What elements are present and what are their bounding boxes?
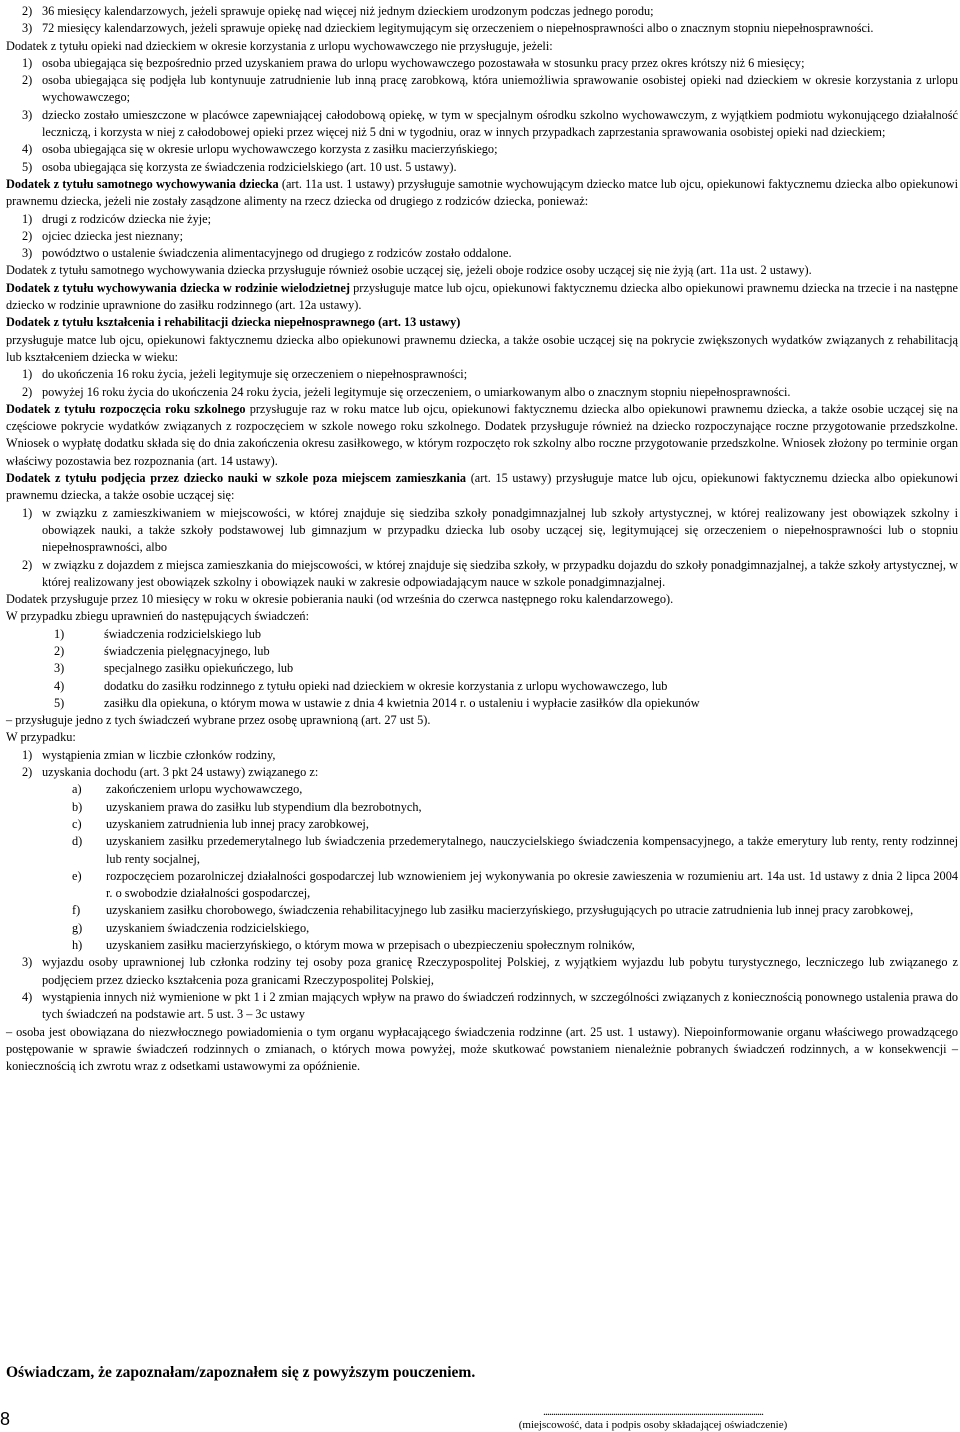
samotne-note: Dodatek z tytułu samotnego wychowywania dziecka przysługuje również osobie uczącej się, jeżeli oboje rodzice osoby uczącej się nie żyją (art. 11a ust. 2 ustawy). [6,263,812,278]
page-number: 8 [0,1409,11,1429]
list-item: 3) 72 miesięcy kalendarzowych, jeżeli sprawuje opiekę nad dzieckiem legitymującym się orzeczeniem o niepełnosprawności albo o znacznym stopniu niepełnosprawności. [22,21,874,36]
rok-paragraph [6,401,958,470]
list-item: 5) zasiłku dla opiekuna, o którym mowa w ustawie z dnia 4 kwietnia 2014 r. o ustaleniu i wypłacie zasiłków dla opiekunów [54,695,700,710]
document-body [6,3,958,1075]
statement-heading: Oświadczam, że zapoznałam/zapoznałem się z powyższym pouczeniem. [6,1364,476,1381]
list-item: 4) dodatku do zasiłku rodzinnego z tytułu opieki nad dzieckiem w okresie korzystania z urlopu wychowawczego, lub [54,678,668,693]
list-item: 2) osoba ubiegająca się podjęła lub kontynuuje zatrudnienie lub inną pracę zarobkową, która uniemożliwia sprawowanie osobistej opieki nad dzieckiem w okresie korzystania z urlopu wychowawczego; [22,73,958,105]
list-item: 5) osoba ubiegająca się korzysta ze świadczenia rodzicielskiego (art. 10 ust. 5 ustawy). [22,159,457,174]
letter-item: a) zakończeniem urlopu wychowawczego, [72,782,303,797]
list-item: 1) świadczenia rodzicielskiego lub [54,626,262,641]
wprzypadku-item-3: 3) wyjazdu osoby uprawnionej lub członka rodziny tej osoby poza granicę Rzeczypospolitej Polskiej, z wyjątkiem wyjazdu lub pobytu turystycznego, leczniczego lub związanego z podjęciem przez dziecko kształcenia poza granicami Rzeczypospolitej Polskiej, [22,955,958,987]
wprzypadku-item-2: 2) uzyskania dochodu (art. 3 pkt 24 ustawy) związanego z: [22,765,319,780]
nauka-list [6,505,958,591]
list-item: 3) powództwo o ustalenie świadczenia alimentacyjnego od drugiego z rodziców zostało oddalone. [22,246,512,261]
wielodzietna-text: przysługuje matce lub ojcu, opiekunowi faktycznemu dziecka albo opiekunowi prawnemu dziecka na trzecie i na następne dziecko w rodzinie uprawnione do zasiłku rodzinnego (art. 12a ustawy). [6,280,958,313]
wprzypadku-intro: W przypadku: [6,730,76,745]
letter-item: h) uzyskaniem zasiłku macierzyńskiego, o którym mowa w przepisach o ubezpieczeniu społecznym rolników, [72,938,635,953]
zbieg-list [6,626,958,712]
letter-item: e) rozpoczęciem pozarolniczej działalności gospodarczej lub wznowieniem jej wykonywania po okresie zawieszenia w rozumieniu art. 14a ust. 1d ustawy z dnia 2 lipca 2004 r. o swobodzie działalności gospodarczej, [72,868,958,901]
samotne-paragraph [6,176,958,211]
letter-item: d) uzyskaniem zasiłku przedemerytalnego lub świadczenia przedemerytalnego, nauczycielskiego świadczenia kompensacyjnego, a także emerytury lub renty, renty rodzinnej lub renty socjalnej, [72,834,958,866]
opieka-intro: Dodatek z tytułu opieki nad dzieckiem w okresie korzystania z urlopu wychowawczego nie przysługuje, jeżeli: [6,38,553,53]
list-item: 1) w związku z zamieszkiwaniem w miejscowości, w której znajduje się siedziba szkoły ponadgimnazjalnej lub szkoły artystycznej, w której realizowany jest obowiązek szkolny i obowiązek nauki, a także szkoły podstawowej lub gimnazjum w przypadku dziecka lub osoby uczącej się, legitymującej się orzeczeniem o niepełnosprawności lub o stopniu niepełnosprawności, albo [22,505,958,555]
letter-item: g) uzyskaniem świadczenia rodzicielskiego, [72,920,310,935]
ksztalcenie-text: przysługuje matce lub ojcu, opiekunowi faktycznemu dziecka albo opiekunowi prawnemu dziecka, a także osobie uczącej się na pokrycie zwiększonych wydatków związanych z rehabilitacją lub kształceniem dziecka w wieku: [6,332,958,364]
list-item: 1) drugi z rodziców dziecka nie żyje; [22,211,212,226]
signature-caption: (miejscowość, data i podpis osoby składającej oświadczenie) [518,1419,788,1431]
list-item: 2) w związku z dojazdem z miejsca zamieszkania do miejscowości, w której znajduje się siedziba szkoły, w przypadku dojazdu do szkoły ponadgimnazjalnej, a także szkoły artystycznej, w której realizowany jest obowiązek szkolny i obowiązek nauki w zakresie odpowiadającym nauce w szkole ponadgimnazjalnej. [22,557,958,589]
letter-item: c) uzyskaniem zatrudnienia lub innej pracy zarobkowej, [72,816,369,831]
wprzypadku-item-1: 1) wystąpienia zmian w liczbie członków rodziny, [22,747,276,762]
list-item: 2) 36 miesięcy kalendarzowych, jeżeli sprawuje opiekę nad więcej niż jednym dzieckiem urodzonym podczas jednego porodu; [22,4,654,18]
ksztalcenie-list [6,366,958,401]
list-item: 4) osoba ubiegająca się w okresie urlopu wychowawczego korzysta z zasiłku macierzyńskiego; [22,142,498,157]
top-list [6,3,958,38]
letter-item: f) uzyskaniem zasiłku chorobowego, świadczenia rehabilitacyjnego lub zasiłku macierzyńskiego, przysługujących po utracie zatrudnienia lub innej pracy zarobkowej, [72,903,914,918]
wprzypadku-item-4: 4) wystąpienia innych niż wymienione w pkt 1 i 2 zmian mających wpływ na prawo do świadczeń rodzinnych, w szczególności związanych z koniecznością ponownego ustalenia prawa do tych świadczeń na podstawie art. 5 ust. 3 – 3c ustawy [22,989,958,1022]
rok-text: przysługuje raz w roku matce lub ojcu, opiekunowi faktycznemu dziecka albo opiekunowi prawnemu dziecka, a także osobie uczącej się na częściowe pokrycie wydatków związanych z rozpoczęciem w szkole nowego roku szkolnego. Dodatek przysługuje również na dziecko rozpoczynające roczne przygotowanie przedszkolne. Wniosek o wypłatę dodatku składa się do dnia zakończenia okresu zasiłkowego, w którym rozpoczęto rok szkolny albo roczne przygotowanie przedszkolne. Wniosek złożony po terminie organ właściwy pozostawia bez rozpoznania (art. 14 ustawy). [6,401,958,468]
list-item: 1) osoba ubiegająca się bezpośrednio przed uzyskaniem prawa do urlopu wychowawczego pozostawała w stosunku pracy przez okres krótszy niż 6 miesięcy; [22,55,805,70]
list-item: 1) do ukończenia 16 roku życia, jeżeli legitymuje się orzeczeniem o niepełnosprawności; [22,367,468,382]
final-paragraph: – osoba jest obowiązana do niezwłocznego powiadomienia o tym organu wypłacającego świadczenia rodzinne (art. 25 ust. 1 ustawy). Niepoinformowanie organu właściwego prowadzącego postępowanie w sprawie świadczeń rodzinnych o zmianach, o których mowa powyżej, może skutkować powstaniem nienależnie pobranych świadczeń rodzinnych, a w konsekwencji – koniecznością ich zwrotu wraz z odsetkami ustawowymi za opóźnienie. [6,1024,958,1074]
letter-item: b) uzyskaniem prawa do zasiłku lub stypendium dla bezrobotnych, [72,799,422,814]
list-item: 2) powyżej 16 roku życia do ukończenia 24 roku życia, jeżeli legitymuje się orzeczeniem, o umiarkowanym albo o znacznym stopniu niepełnosprawności. [22,384,791,399]
nauka-note: Dodatek przysługuje przez 10 miesięcy w roku w okresie pobierania nauki (od września do czerwca następnego roku kalendarzowego). [6,592,674,607]
zbieg-after: – przysługuje jedno z tych świadczeń wybrane przez osobę uprawnioną (art. 27 ust 5). [6,713,431,728]
zbieg-intro: W przypadku zbiegu uprawnień do następujących świadczeń: [6,609,309,624]
samotne-heading: Dodatek z tytułu samotnego wychowywania dziecka [6,176,279,191]
list-item: 2) świadczenia pielęgnacyjnego, lub [54,643,270,658]
list-item: 3) dziecko zostało umieszczone w placówce zapewniającej całodobową opiekę, w tym w specjalnym ośrodku szkolno wychowawczym, z wyjątkiem podmiotu wykonującego działalność leczniczą, i korzysta w niej z całodobowej opieki przez więcej niż 5 dni w tygodniu, oraz w innych przypadkach zaprzestania sprawowania osobistej opieki nad dzieckiem; [22,107,958,140]
wielodzietna-paragraph [6,280,958,315]
list-item: 3) specjalnego zasiłku opiekuńczego, lub [54,661,294,676]
samotne-text: (art. 11a ust. 1 ustawy) przysługuje samotnie wychowującym dziecko matce lub ojcu, opiekunowi faktycznemu dziecka albo opiekunowi prawnemu dziecka, jeżeli nie zostały zasądzone alimenty na rzecz dziecka od drugiego z rodziców dziecka, ponieważ: [6,176,958,209]
letter-list [6,781,958,954]
signature-line: .............................................................................................................. [543,1404,763,1418]
rok-heading: Dodatek z tytułu rozpoczęcia roku szkolnego [6,401,246,416]
wielodzietna-heading: Dodatek z tytułu wychowywania dziecka w rodzinie wielodzietnej [6,280,350,295]
nauka-paragraph [6,470,958,505]
samotne-list [6,211,958,263]
ksztalcenie-heading: Dodatek z tytułu kształcenia i rehabilitacji dziecka niepełnosprawnego (art. 13 ustawy) [6,315,461,330]
nauka-heading: Dodatek z tytułu podjęcia przez dziecko nauki w szkole poza miejscem zamieszkania [6,471,467,486]
nauka-text: (art. 15 ustawy) przysługuje matce lub ojcu, opiekunowi faktycznemu dziecka albo opiekunowi prawnemu dziecka, a także osobie uczącej się: [6,471,958,503]
opieka-list [6,55,958,176]
list-item: 2) ojciec dziecka jest nieznany; [22,228,183,243]
